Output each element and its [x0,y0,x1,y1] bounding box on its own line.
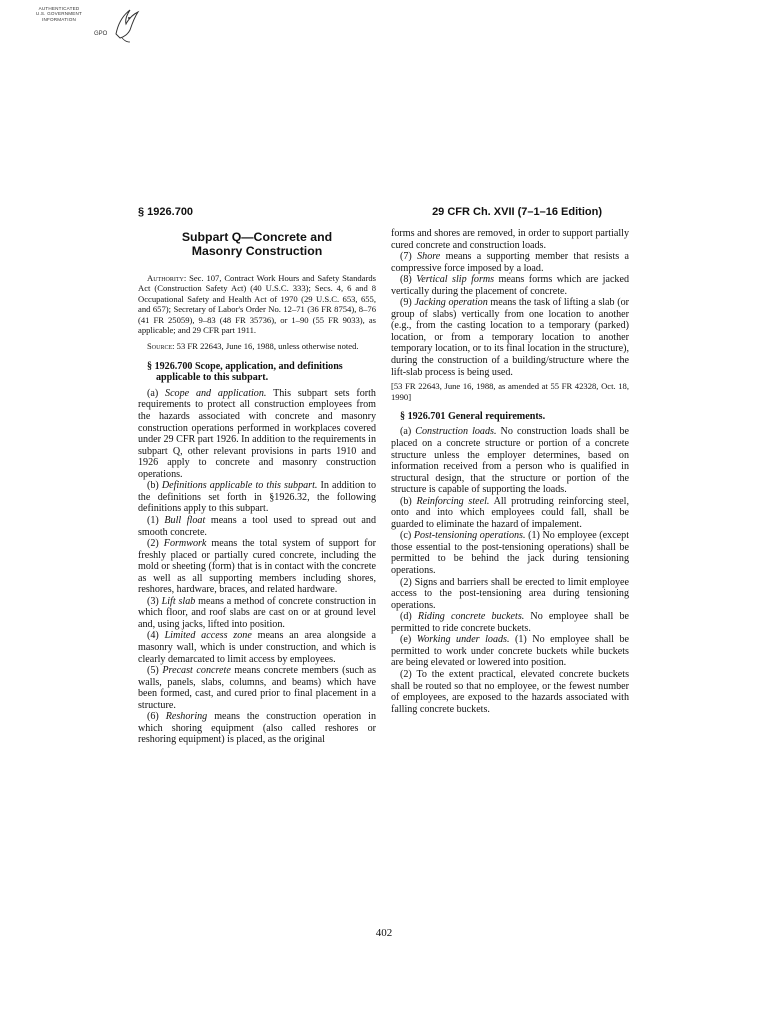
source-text: : 53 FR 22643, June 16, 1988, unless otherwise noted. [172,341,359,352]
paragraph-b [138,480,376,515]
para-text: means the total system of support for freshly placed or partially cured concrete, including the mold or sheeting (form) that is in contact with the concrete as well as all supporting members including shores, reshores, hardware, braces, and related hardware. [138,538,376,596]
para-lead: (7) [400,251,418,263]
para-italic: Working under loads. [416,634,510,646]
para-lead: (5) [147,665,163,677]
right-column [391,228,629,715]
para-lead: (b) [147,480,162,492]
para-italic: Lift slab [161,595,196,607]
definition-5 [138,665,376,711]
paragraph-701-c-2: (2) Signs and barriers shall be erected to limit employee access to the post-tensioning area during tensioning operations. [391,576,629,611]
authority-label: Authority [147,273,184,283]
para-italic: Definitions applicable to this subpart. [161,480,318,492]
authority-note [138,273,376,335]
para-lead: (9) [400,297,415,309]
eagle-icon [112,4,140,44]
para-text: means a tool used to spread out and smooth concrete. [138,514,377,538]
para-italic: Formwork [163,538,207,550]
para-lead: (4) [147,630,165,642]
source-note [138,341,376,351]
para-italic: Scope and application. [165,387,267,399]
para-italic: Reinforcing steel. [416,495,490,507]
left-column [138,228,376,746]
para-italic: Bull float [164,514,206,526]
subpart-title [138,230,376,258]
para-italic: Construction loads. [415,426,497,438]
section-heading-701: § 1926.701 General requirements. [400,410,546,422]
para-lead: (2) [147,538,164,550]
para-lead: (b) [400,495,417,507]
running-header-title: 29 CFR Ch. XVII (7–1–16 Edition) [432,206,602,218]
para-lead: (6) [147,711,166,723]
para-text: No construction loads shall be placed on a concrete structure or portion of a concrete structure unless the employer determines, based on information received from a person who is qualified in structural design, that the structure or portion of the structure is capable of supporting the loads. [391,426,629,496]
para-text: This subpart sets forth requirements to protect all construction employees from the hazards associated with concrete and masonry construction operations performed in workplaces covered under 29 CFR part 1926. In addition to the requirements in subpart Q, other relevant provisions in parts 1910 and 1926 apply to concrete and masonry construction operations. [138,387,377,480]
definition-4 [138,630,376,665]
paragraph-a [138,388,376,480]
subpart-title-line-1: Subpart Q—Concrete and [181,230,333,244]
definition-9 [391,297,629,378]
logo-gpo: GPO [94,31,108,37]
para-text: (1) No employee (except those essential to the post-tensioning operations) shall be permitted to be behind the jack during tensioning operations. [391,530,630,577]
paragraph-701-e [391,634,629,669]
para-italic: Precast concrete [162,665,231,677]
page-number: 402 [375,927,393,939]
definition-7 [391,251,629,274]
paragraph-701-c [391,530,629,576]
amendment-citation: [53 FR 22643, June 16, 1988, as amended at 55 FR 42328, Oct. 18, 1990] [391,381,629,402]
para-lead: (e) [400,634,417,646]
logo-text [28,6,90,22]
para-italic: Riding concrete buckets. [417,611,525,623]
definition-6 [138,711,376,746]
subpart-title-line-2: Masonry Construction [191,244,323,258]
para-italic: Reshoring [165,711,208,723]
para-italic: Jacking operation [414,297,488,309]
para-italic: Shore [417,251,441,263]
gpo-authentication-logo [28,4,140,46]
running-header-section: § 1926.700 [138,206,194,218]
para-lead: (a) [400,426,416,438]
para-lead: (a) [147,387,166,399]
paragraph-701-e-2: (2) To the extent practical, elevated concrete buckets shall be routed so that no employee, or the fewest number of employees, are exposed to the hazards associated with falling concrete buckets. [391,668,629,715]
para-italic: Vertical slip forms [416,274,495,286]
para-text: means concrete members (such as walls, panels, slabs, columns, and beams) which have been formed, cast, and cured prior to final placement in a structure. [138,665,377,711]
para-lead: (d) [400,611,418,623]
para-italic: Limited access zone [164,630,252,642]
para-text: means a method of concrete construction in which floor, and roof slabs are cast on or at ground level and, using jacks, lifted into position. [138,595,376,630]
para-text: (1) No employee shall be permitted to work under concrete buckets while buckets are being elevated or lowered into position. [391,634,629,669]
definition-8 [391,274,629,297]
paragraph-701-d [391,611,629,634]
source-label: Source [147,341,173,352]
definition-6-continued: forms and shores are removed, in order to support partially cured concrete and construction loads. [391,228,629,251]
logo-line-3: INFORMATION [41,16,76,22]
para-text: In addition to the definitions set forth in §1926.32, the following definitions apply to this subpart. [138,480,376,515]
para-text: means forms which are jacked vertically during the placement of concrete. [391,274,629,297]
para-italic: Post-tensioning operations. [413,530,526,542]
para-lead: (c) [400,530,414,542]
para-text: No employee shall be permitted to ride concrete buckets. [391,611,630,634]
definition-1 [138,515,376,538]
definition-3 [138,596,376,631]
logo-line-2: U.S. GOVERNMENT [35,11,83,17]
para-text: means an area alongside a masonry wall, which is under construction, and which is clearly demarcated to limit access by employees. [138,630,376,665]
para-lead: (3) [147,595,162,607]
paragraph-701-a [391,426,629,495]
paragraph-701-b [391,496,629,531]
logo-line-1: AUTHENTICATED [38,6,80,11]
para-lead: (8) [400,274,417,286]
para-text: All protruding reinforcing steel, onto and into which employees could fall, shall be guarded to eliminate the hazard of impalement. [391,495,629,530]
definition-2 [138,538,376,596]
para-text: means the task of lifting a slab (or group of slabs) vertically from one location to another (e.g., from the casting location to a temporary (parked) location, or from a temporary location to another temporary location, or to its final location in the structure), during the construction of a building/structure where the lift-slab process is being used. [391,297,630,378]
authority-text: : Sec. 107, Contract Work Hours and Safety Standards Act (Construction Safety Act) (40 U.S.C. 333); Secs. 4, 6 and 8 Occupational Safety and Health Act of 1970 (29 U.S.C. 653, 655, and 657); Secretary of Labor's Order No. 12–71 (36 FR 8754), 8–76 (41 FR 25059), 9–83 (48 FR 35736), or 1–90 (55 FR 9033), as applicable; and 29 CFR part 1911. [138,273,376,336]
para-lead: (1) [147,514,165,526]
para-text: means a supporting member that resists a compressive force imposed by a load. [391,251,630,274]
section-heading-700: § 1926.700 Scope, application, and definitions applicable to this subpart. [147,360,343,384]
para-text: means the construction operation in which shoring equipment (also called reshores or reshoring equipment) is placed, as the original [138,711,376,746]
